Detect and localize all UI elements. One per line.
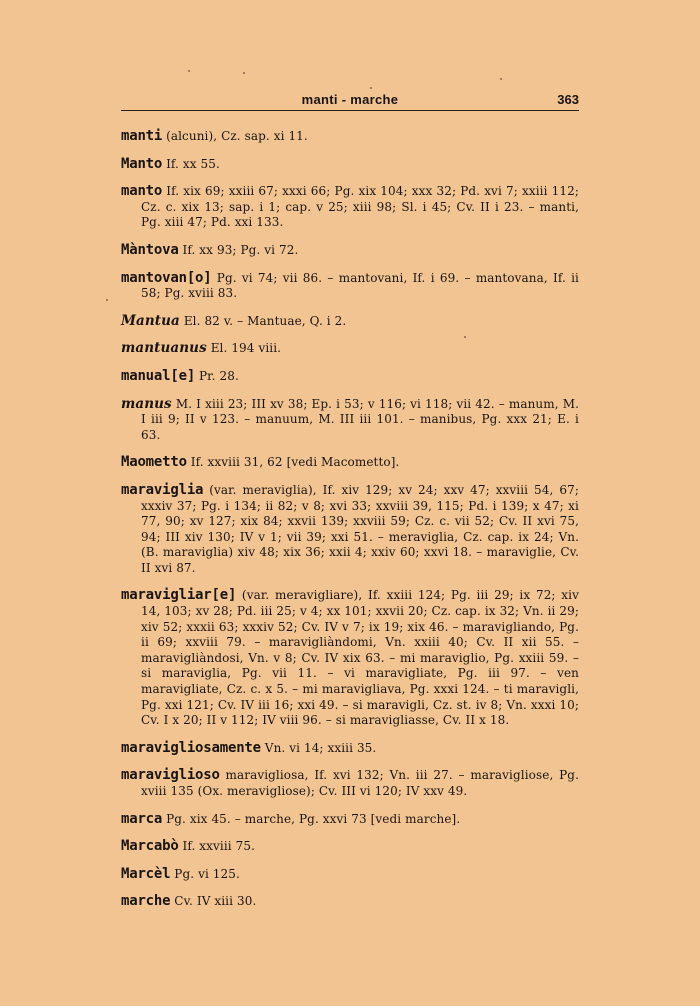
entry-text: Pr. 28. xyxy=(195,368,239,383)
entry-text: (var. meraviglia), If. xiv 129; xv 24; xxv 47; xxviii 54, 67; xxxiv 37; Pg. i 134; ii 82; v 8; xvi 33; xxviii 39, 115; Pd. i 139; x 47; xi 77, 90; xv 127; xix 84; xxvii 139; xxviii 59; Cz. c. vii 52; Cv. II xvi 75, 94; III xiv 130; IV v 1; vii 39; xxi 51. – meraviglia, Cz. cap. ix 24; Vn. (B. maraviglia) xiv 48; xix 36; xxii 4; xxiv 60; xxvi 18. – maraviglie, Cv. II xvi 87. xyxy=(141,482,579,575)
headword: maraviglioso xyxy=(121,767,220,784)
scan-speck xyxy=(464,336,466,338)
running-header xyxy=(121,86,579,111)
entry-mantuanus xyxy=(121,341,579,357)
entry-text: Pg. vi 74; vii 86. – mantovani, If. i 69. – mantovana, If. ii 58; Pg. xviii 83. xyxy=(141,270,579,301)
headword: Màntova xyxy=(121,241,179,258)
headword: Mantua xyxy=(121,312,180,329)
entry-manuale xyxy=(121,369,579,385)
entry-text: (var. meravigliare), If. xxiii 124; Pg. iii 29; ix 72; xiv 14, 103; xv 28; Pd. iii 25; v 4; xx 101; xxvii 20; Cz. cap. ix 32; Vn. ii 29; xiv 52; xxxii 63; xxxiv 52; Cv. IV v 7; ix 19; xix 46. – maravigliando, Pg. ii 69; xxviii 79. – maravigliàndomi, Vn. xxiii 40; Cv. II xii 55. – maravigliàndosi, Vn. v 8; Cv. IV xix 63. – mi maraviglio, Pg. xxiii 59. – si maraviglia, Pg. vii 11. – vi maravigliate, Pg. iii 97. – ven maravigliate, Cz. c. x 5. – mi maravigliava, Pg. xxxi 124. – ti maravigli, Pg. xxi 121; Cv. IV iii 16; xxi 49. – si maravigli, Cz. st. iv 8; Vn. xxxi 10; Cv. I x 20; II v 112; IV viii 96. – si maravigliasse, Cv. II x 18. xyxy=(141,588,579,728)
entry-text: Pg. vi 125. xyxy=(170,866,240,881)
entry-text: El. 82 v. – Mantuae, Q. i 2. xyxy=(179,313,347,328)
entry-text: Cv. IV xiii 30. xyxy=(170,894,257,909)
page-number: 363 xyxy=(557,92,579,107)
headword: Manto xyxy=(121,155,163,172)
entry-text: If. xx 93; Pg. vi 72. xyxy=(178,242,299,257)
entry-marche xyxy=(121,894,579,910)
headword: manual[e] xyxy=(121,367,196,384)
entry-manto-proper xyxy=(121,157,579,173)
headword: maravigliosamente xyxy=(121,739,261,756)
entry-manus xyxy=(121,397,579,444)
entry-marca xyxy=(121,812,579,828)
entry-maometto xyxy=(121,455,579,471)
entry-manto xyxy=(121,184,579,231)
scan-speck xyxy=(106,299,108,301)
entry-mantova xyxy=(121,243,579,259)
scan-speck xyxy=(500,78,502,80)
headword: manti xyxy=(121,128,163,144)
entry-manti xyxy=(121,129,579,145)
dictionary-page xyxy=(121,86,579,915)
entry-text: Pg. xix 45. – marche, Pg. xxvi 73 [vedi marche]. xyxy=(162,811,461,826)
entry-text: M. I xiii 23; III xv 38; Ep. i 53; v 116; vi 118; vii 42. – manum, M. I iii 9; II v 123. – manuum, M. III iii 101. – manibus, Pg. xxx 21; E. i 63. xyxy=(141,396,579,442)
entry-mantua xyxy=(121,314,579,330)
entry-text: Vn. vi 14; xxiii 35. xyxy=(260,740,377,755)
scan-speck xyxy=(188,70,190,72)
headword: maraviglia xyxy=(121,481,204,498)
scan-speck xyxy=(243,72,245,74)
entry-maravigliosamente xyxy=(121,741,579,757)
headword: Maometto xyxy=(121,454,187,471)
running-title: manti - marche xyxy=(301,92,399,107)
headword: marca xyxy=(121,810,163,827)
entry-text: (alcuni), Cz. sap. xi 11. xyxy=(162,129,308,143)
entry-text: If. xxviii 31, 62 [vedi Macometto]. xyxy=(186,455,400,470)
entry-text: If. xxviii 75. xyxy=(178,839,256,854)
entry-marcel xyxy=(121,867,579,883)
headword: mantovan[o] xyxy=(121,269,212,286)
entry-mantovano xyxy=(121,271,579,302)
scan-speck xyxy=(370,87,372,89)
entry-list xyxy=(121,129,579,910)
entry-maraviglia xyxy=(121,483,579,577)
headword: Marcabò xyxy=(121,838,179,855)
headword: manto xyxy=(121,183,163,200)
entry-text: If. xx 55. xyxy=(162,156,220,171)
headword: mantuanus xyxy=(121,340,207,357)
entry-text: maravigliosa, If. xvi 132; Vn. iii 27. – maravigliose, Pg. xviii 135 (Ox. meravigliose); Cv. III vi 120; IV xxv 49. xyxy=(141,768,579,798)
entry-text: El. 194 viii. xyxy=(206,341,282,356)
headword: marche xyxy=(121,893,171,910)
headword: maravigliar[e] xyxy=(121,587,237,604)
entry-text: If. xix 69; xxiii 67; xxxi 66; Pg. xix 104; xxx 32; Pd. xvi 7; xxiii 112; Cz. c. xix 13; sap. i 1; cap. v 25; xiii 98; Sl. i 45; Cv. II i 23. – manti, Pg. xiii 47; Pd. xxi 133. xyxy=(141,184,579,230)
entry-marcabo xyxy=(121,839,579,855)
headword: manus xyxy=(121,395,172,412)
entry-maravigliare xyxy=(121,588,579,728)
headword: Marcèl xyxy=(121,865,171,882)
entry-maraviglioso xyxy=(121,768,579,799)
